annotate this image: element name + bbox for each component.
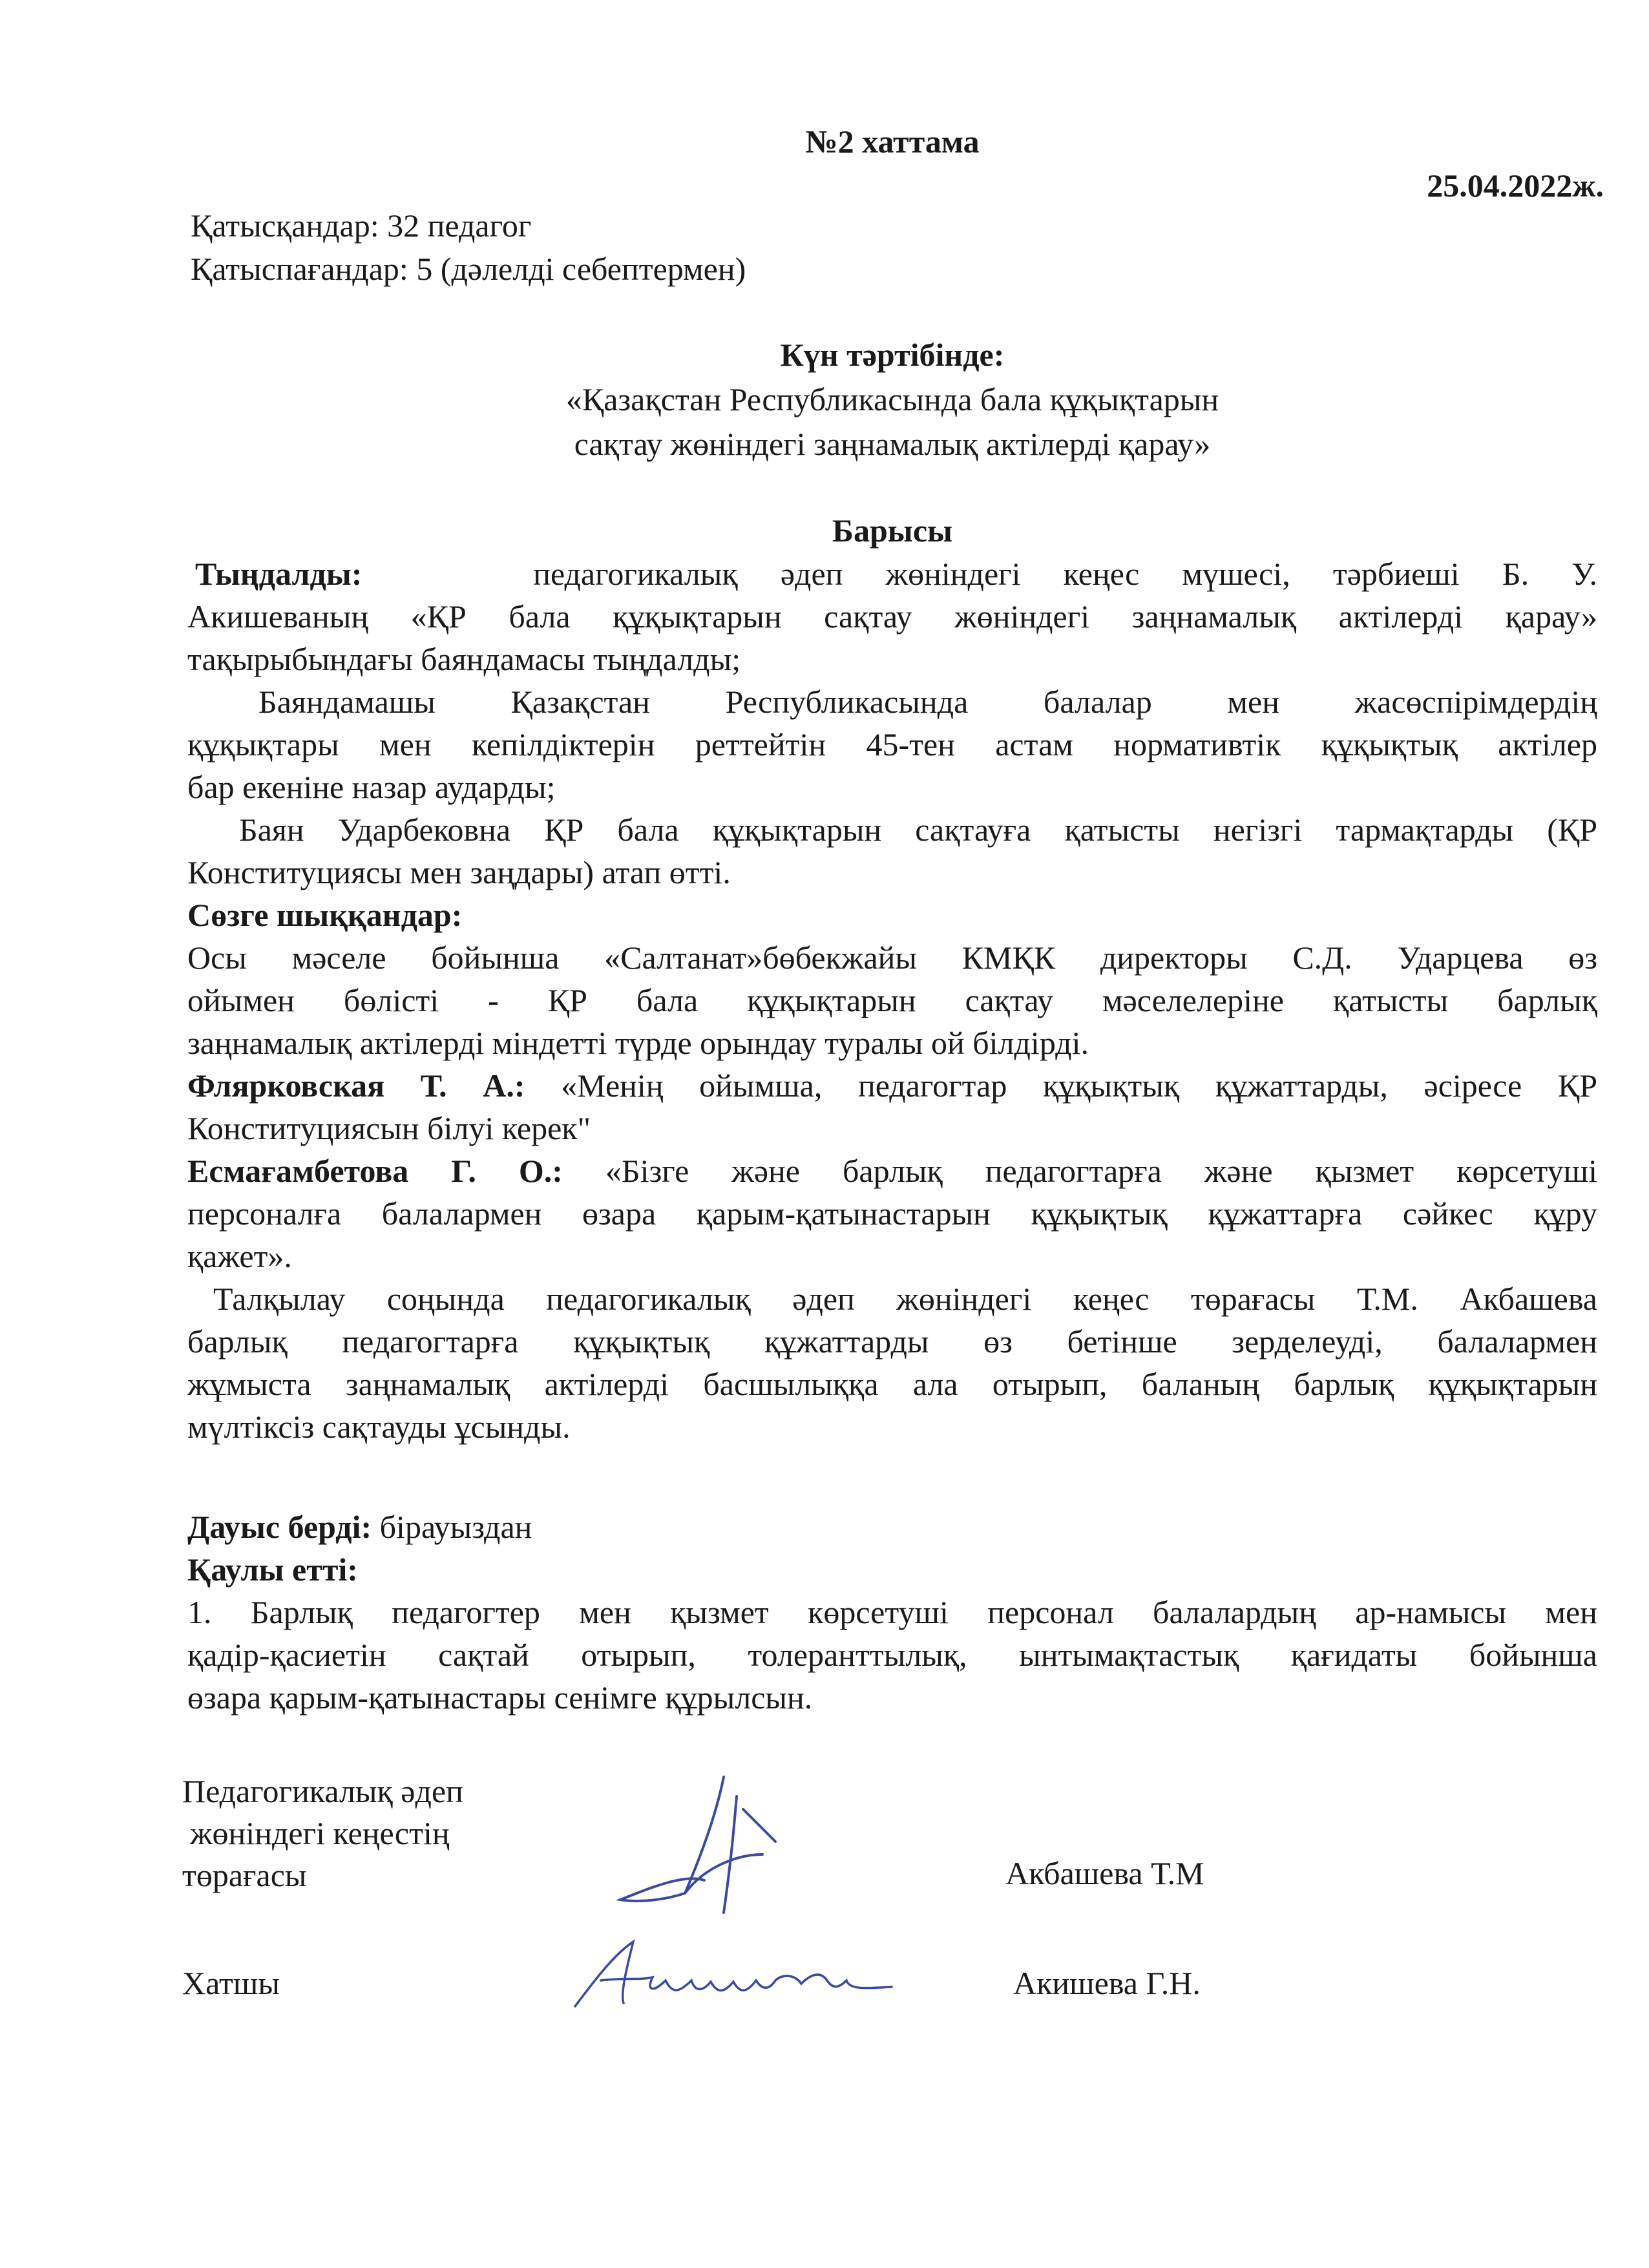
text-line — [187, 1150, 1597, 1192]
attended-count: Қатысқандар: 32 педагог — [191, 207, 532, 244]
agenda-line: сақтау жөніндегі заңнамалық актілерді қарау» — [574, 426, 1211, 462]
text-line: Баян Ударбековна ҚР бала құқықтарын сақтауға қатысты негізгі тармақтарды (ҚР — [239, 812, 1597, 848]
text-line — [187, 1064, 1597, 1107]
vote-line — [187, 1506, 1597, 1548]
text-line: төрағасы — [182, 1857, 307, 1893]
text-line: құқықтары мен кепілдіктерін реттейтін 45-тен астам нормативтік құқықтық актілер — [187, 726, 1597, 762]
text-line: жұмыста заңнамалық актілерді басшылыққа ала отырып, баланың барлық құқықтарын — [187, 1366, 1597, 1402]
secretary-role: Хатшы — [182, 1965, 280, 2001]
text-line: 1. Барлық педагогтер мен қызмет көрсетуші персонал балалардың ар-намысы мен — [187, 1594, 1597, 1630]
text: педагогикалық әдеп жөніндегі кеңес мүшесі, тәрбиеші Б. У. — [533, 556, 1598, 592]
text: «Бізге және барлық педагогтарға және қызмет көрсетуші — [605, 1153, 1597, 1189]
speakers-label: Сөзге шыққандар: — [187, 897, 463, 933]
document-date: 25.04.2022ж. — [1427, 167, 1604, 204]
text-line: барлық педагогтарға құқықтық құжаттарды өз бетінше зерделеуді, балалармен — [187, 1323, 1597, 1360]
agenda-line: «Қазақстан Республикасында бала құқықтарын — [565, 381, 1219, 417]
text-line: қажет». — [187, 1238, 292, 1274]
progress-body — [187, 552, 1597, 1448]
text-line: ойымен бөлісті - ҚР бала құқықтарын сақтау мәселелеріне қатысты барлық — [187, 982, 1597, 1018]
text-line: жөніндегі кеңестің — [190, 1815, 450, 1851]
text-line: Акишеваның «ҚР бала құқықтарын сақтау жөніндегі заңнамалық актілерді қарау» — [187, 598, 1597, 635]
vote-section — [187, 1506, 1597, 1719]
document-title: №2 хаттама — [805, 123, 980, 160]
text-line: персоналға балалармен өзара қарым-қатынастарын құқықтық құжаттарға сәйкес құру — [187, 1195, 1597, 1232]
chair-role — [182, 1770, 463, 1896]
text-line: Талқылау соңында педагогикалық әдеп жөніндегі кеңес төрағасы Т.М. Акбашева — [213, 1281, 1597, 1317]
secretary-signature — [562, 1929, 898, 2019]
chair-signature — [607, 1770, 801, 1926]
text-line: тақырыбындағы баяндамасы тыңдалды; — [187, 641, 741, 677]
text-line: қадір-қасиетін сақтай отырып, толеранттылық, ынтымақтастық қағидаты бойынша — [187, 1637, 1597, 1673]
text-line: Конституциясы мен заңдары) атап өтті. — [187, 854, 731, 890]
text-line: Конституциясын білуі керек" — [187, 1110, 591, 1146]
speaker-label: Есмағамбетова Г. О.: — [187, 1153, 563, 1189]
listened-label: Тыңдалды: — [195, 556, 362, 592]
text: «Менің ойымша, педагогтар құқықтық құжаттарды, әсіресе ҚР — [561, 1067, 1598, 1104]
agenda-heading: Күн тәртібінде: — [780, 337, 1005, 373]
text-line: заңнамалық актілерді міндетті түрде орындау туралы ой білдірді. — [187, 1025, 1089, 1061]
text-line: Педагогикалық әдеп — [182, 1773, 463, 1809]
decided-label: Қаулы етті: — [187, 1551, 358, 1588]
secretary-name: Акишева Г.Н. — [1013, 1965, 1201, 2001]
vote-label: Дауыс берді: — [187, 1509, 372, 1545]
speaker-label: Флярковская Т. А.: — [187, 1067, 525, 1104]
absent-count: Қатыспағандар: 5 (дәлелді себептермен) — [191, 251, 746, 287]
text-line: Осы мәселе бойынша «Салтанат»бөбекжайы КМҚК директоры С.Д. Ударцева өз — [187, 940, 1597, 976]
text-line: өзара қарым-қатынастары сенімге құрылсын. — [187, 1679, 813, 1716]
chair-name: Акбашева Т.М — [1005, 1855, 1204, 1891]
vote-value: бірауыздан — [379, 1509, 532, 1545]
text-line — [187, 552, 1597, 595]
text-line: Баяндамашы Қазақстан Республикасында балалар мен жасөспірімдердің — [258, 684, 1597, 720]
text-line: бар екеніне назар аударды; — [187, 769, 556, 805]
progress-heading: Барысы — [832, 512, 953, 549]
text-line: мүлтіксіз сақтауды ұсынды. — [187, 1409, 571, 1445]
